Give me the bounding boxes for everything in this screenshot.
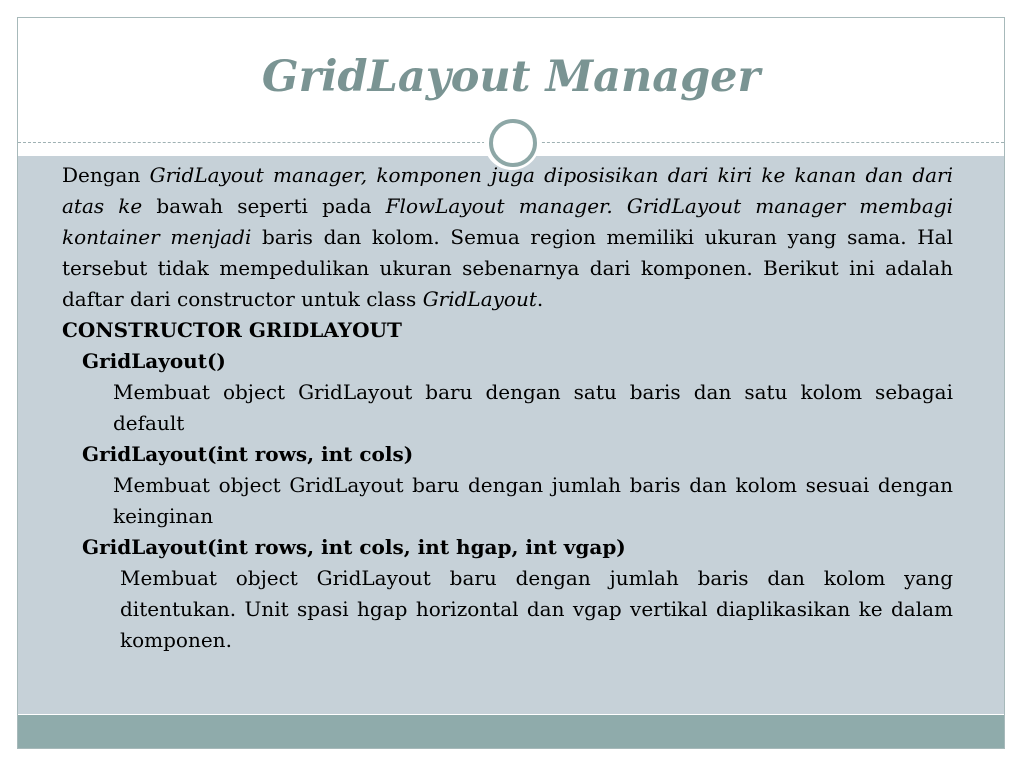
section-heading: CONSTRUCTOR GRIDLAYOUT (62, 318, 402, 342)
slide-content (62, 160, 953, 656)
constructor-signature: GridLayout() (82, 349, 226, 373)
constructor-description: Membuat object GridLayout baru dengan satu baris dan satu kolom sebagai default (113, 380, 953, 435)
intro-paragraph (62, 160, 953, 315)
slide-title: GridLayout Manager (261, 52, 761, 102)
intro-text-2: GridLayout manager, komponen juga diposisikan dari kiri ke kanan dan dari atas ke (62, 163, 954, 218)
intro-text-1: Dengan (62, 163, 150, 187)
constructor-signature: GridLayout(int rows, int cols) (82, 442, 414, 466)
constructor-description: Membuat object GridLayout baru dengan jumlah baris dan kolom sesuai dengan keinginan (113, 473, 953, 528)
constructor-signature: GridLayout(int rows, int cols, int hgap, int vgap) (82, 535, 626, 559)
intro-text-4: FlowLayout manager. GridLayout manager membagi kontainer menjadi (62, 194, 953, 249)
footer-band (18, 715, 1004, 749)
intro-text-5: baris dan kolom. Semua region memiliki ukuran yang sama. Hal tersebut tidak mempedulikan ukuran sebenarnya dari komponen. Berikut ini adalah daftar dari constructor untuk class (62, 225, 953, 311)
intro-text-7: . (536, 287, 544, 311)
intro-text-6: GridLayout (422, 287, 537, 311)
intro-text-3: bawah seperti pada (142, 194, 386, 218)
constructor-description: Membuat object GridLayout baru dengan jumlah baris dan kolom yang ditentukan. Unit spasi hgap horizontal dan vgap vertikal diaplikasikan ke dalam komponen. (120, 566, 953, 652)
